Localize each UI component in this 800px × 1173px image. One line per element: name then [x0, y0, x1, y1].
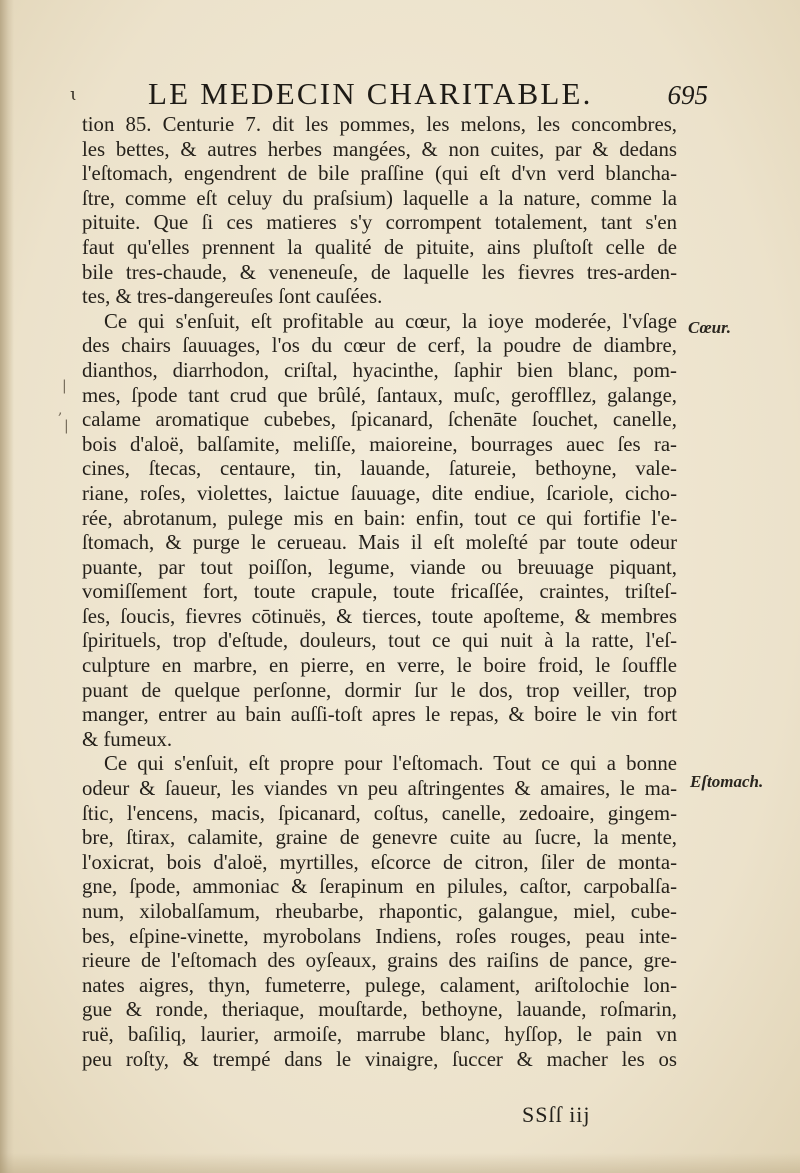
text-line: nates aigres, thyn, fumeterre, pulege, calament, ariſtolochie lon- [82, 973, 677, 997]
body-text [82, 113, 677, 1072]
text-line: tion 85. Centurie 7. dit les pommes, les melons, les concombres, [82, 113, 677, 136]
text-line: gne, ſpode, ammoniac & ſerapinum en pilules, caſtor, carpobalſa- [82, 875, 677, 899]
text-line: rieure de l'eſtomach des oyſeaux, grains des raiſins de pance, gre- [82, 949, 677, 973]
text-line: dianthos, diarrhodon, criſtal, hyacinthe, ſaphir bien blanc, pom- [82, 358, 677, 382]
text-line: les bettes, & autres herbes mangées, & non cuites, par & dedans [82, 137, 677, 161]
text-line: tes, & tres-dangereuſes ſont cauſées. [82, 285, 383, 309]
page-header [70, 76, 708, 112]
text-line: puante, par tout poiſſon, legume, viande ou breuuage piquant, [82, 555, 677, 579]
text-line: bre, ſtirax, calamite, graine de genevre cuite au ſucre, la mente, [82, 826, 677, 850]
text-line: peu roſty, & trempé dans le vinaigre, ſuccer & macher les os [82, 1047, 677, 1071]
text-line: cines, ſtecas, centaure, tin, lauande, ſatureie, bethoyne, vale- [82, 457, 677, 481]
margin-tick-mark: | [64, 418, 69, 434]
text-line: ſtre, comme eſt celuy du praſsium) laquelle a la nature, comme la [82, 186, 677, 210]
text-line: num, xilobalſamum, rheubarbe, rhapontic, galangue, miel, cube- [82, 900, 677, 923]
text-line: ſtic, l'encens, macis, ſpicanard, coſtus, canelle, zedoaire, gingem- [82, 801, 677, 825]
text-line: vomiſſement fort, toute crapule, toute fricaſſée, craintes, triſteſ- [82, 580, 677, 604]
text-line: mes, ſpode tant crud que brûlé, ſantaux, muſc, geroffllez, galange, [82, 383, 677, 407]
page-number: 695 [667, 80, 708, 110]
running-title: LE MEDECIN CHARITABLE. [148, 76, 593, 111]
text-line: ruë, baſiliq, laurier, armoiſe, marrube blanc, hyſſop, le pain vn [82, 1022, 677, 1046]
margin-note-estomach: Eſtomach. [690, 772, 764, 791]
header-mark: ɩ [70, 84, 78, 105]
text-line: bois d'aloë, balſamite, meliſſe, maioreine, bourrages auec ſes ra- [82, 432, 677, 456]
text-line: culpture en marbre, en pierre, en verre, le boire froid, le ſouffle [82, 654, 677, 678]
text-line: puant de quelque perſonne, dormir ſur le dos, trop veiller, trop [82, 678, 677, 702]
paragraph-start-line: Ce qui s'enſuit, eſt profitable au cœur, la ioye moderée, l'vſage [104, 309, 677, 333]
text-line: rée, abrotanum, pulege mis en bain: enfin, tout ce qui fortifie l'e- [82, 506, 677, 530]
text-line: ſpirituels, trop d'eſtude, douleurs, tout ce qui nuit à la ratte, l'eſ- [82, 629, 677, 653]
text-line: faut qu'elles prennent la qualité de pituite, ains pluſtoſt celle de [82, 235, 677, 259]
text-line: gue & ronde, theriaque, mouſtarde, bethoyne, lauande, roſmarin, [82, 998, 677, 1022]
signature-mark: SSſſ iij [522, 1102, 591, 1127]
page-binding-edge [0, 0, 14, 1173]
text-line: ſes, ſoucis, fievres cōtinuës, & tierces, toute apoſteme, & membres [82, 604, 677, 628]
text-line: des chairs ſauuages, l'os du cœur de cerf, la poudre de diambre, [82, 334, 677, 358]
text-line: riane, roſes, violettes, laictue ſauuage, dite endiue, ſcariole, cicho- [82, 481, 677, 505]
text-line: odeur & ſaueur, les viandes vn peu aſtringentes & amaires, le ma- [82, 777, 677, 801]
text-line: l'oxicrat, bois d'aloë, myrtilles, eſcorce de citron, ſiler de monta- [82, 850, 677, 874]
margin-tick-mark: , [58, 402, 63, 418]
text-line: pituite. Que ſi ces matieres s'y corrompent totalement, tant s'en [82, 211, 677, 235]
text-line: & fumeux. [82, 727, 173, 751]
margin-note-coeur: Cœur. [688, 318, 731, 337]
page-bottom-shadow [0, 1153, 800, 1173]
paragraph-start-line: Ce qui s'enſuit, eſt propre pour l'eſtomach. Tout ce qui a bonne [104, 752, 677, 776]
text-line: manger, entrer au bain auſſi-toſt apres le repas, & boire le vin fort [82, 703, 677, 727]
margin-tick-mark: | [62, 378, 67, 394]
text-line: bile tres-chaude, & veneneuſe, de laquelle les fievres tres-arden- [82, 260, 677, 284]
text-line: ſtomach, & purge le cerueau. Mais il eſt moleſté par toute odeur [82, 531, 677, 555]
text-line: l'eſtomach, engendrent de bile praſſine (qui eſt d'vn verd blancha- [82, 162, 677, 186]
text-line: bes, eſpine-vinette, myrobolans Indiens, roſes rouges, peau inte- [82, 924, 677, 948]
text-line: calame aromatique cubebes, ſpicanard, ſchenāte ſouchet, canelle, [82, 408, 677, 432]
